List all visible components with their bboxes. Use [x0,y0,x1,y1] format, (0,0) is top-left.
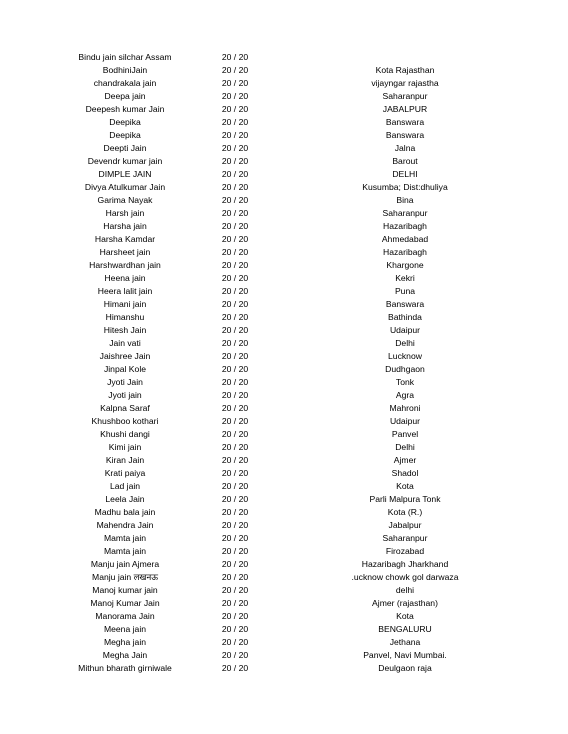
score-value: 20 / 20 [221,91,249,101]
table-row [0,181,568,194]
participant-name: Kimi jain [108,442,142,452]
table-row [0,142,568,155]
score-value: 20 / 20 [221,338,249,348]
table-row [0,324,568,337]
participant-city: Shadol [391,468,419,478]
table-row [0,103,568,116]
participant-name: Harsha jain [103,221,147,231]
participant-name: Mamta jain [103,533,147,543]
participant-city: Kota [396,481,414,491]
table-row [0,636,568,649]
participant-city: Delhi [395,338,415,348]
table-row [0,493,568,506]
participant-city: Udaipur [389,325,421,335]
participant-city: Kekri [395,273,415,283]
participant-city: Udaipur [389,416,421,426]
score-value: 20 / 20 [221,247,249,257]
score-value: 20 / 20 [221,195,249,205]
participant-name: BodhiniJain [102,65,148,75]
score-value: 20 / 20 [221,377,249,387]
participant-city: Kota (R.) [387,507,423,517]
participant-name: Devendr kumar jain [87,156,163,166]
participant-city: Firozabad [385,546,425,556]
participant-city: Bathinda [388,312,422,322]
participant-name: Megha jain [103,637,147,647]
table-row [0,272,568,285]
score-value: 20 / 20 [221,624,249,634]
score-value: 20 / 20 [221,143,249,153]
score-value: 20 / 20 [221,520,249,530]
table-row [0,428,568,441]
participant-name: Heera lalit jain [97,286,153,296]
participant-city: Khargone [386,260,424,270]
participant-name: Deepesh kumar Jain [85,104,165,114]
participant-city: .ucknow chowk gol darwaza [351,572,459,582]
score-value: 20 / 20 [221,104,249,114]
participant-name: Garima Nayak [97,195,153,205]
score-value: 20 / 20 [221,663,249,673]
score-value: 20 / 20 [221,117,249,127]
participant-name: DIMPLE JAIN [98,169,152,179]
table-row [0,454,568,467]
table-row [0,519,568,532]
score-value: 20 / 20 [221,312,249,322]
score-value: 20 / 20 [221,260,249,270]
score-value: 20 / 20 [221,65,249,75]
score-value: 20 / 20 [221,559,249,569]
participant-name: Harshwardhan jain [89,260,161,270]
participant-name: Leela Jain [105,494,145,504]
score-value: 20 / 20 [221,299,249,309]
participant-name: Khushi dangi [100,429,150,439]
table-row [0,506,568,519]
participant-city: Banswara [385,299,425,309]
table-row [0,129,568,142]
table-row [0,545,568,558]
participant-name: Madhu bala jain [94,507,156,517]
participant-name: Khushboo kothari [91,416,159,426]
participant-city: delhi [395,585,415,595]
participant-city: Dudhgaon [385,364,425,374]
participant-name: Megha Jain [102,650,148,660]
table-row [0,480,568,493]
participant-name: Jaishree Jain [99,351,151,361]
score-value: 20 / 20 [221,637,249,647]
participant-name: Harsha Kamdar [94,234,156,244]
table-row [0,610,568,623]
table-row [0,116,568,129]
participant-name: Manju jain Ajmera [90,559,160,569]
participant-city: Saharanpur [382,208,428,218]
participant-city: Hazaribagh [383,247,427,257]
participant-city: Kota Rajasthan [375,65,435,75]
table-row [0,662,568,675]
table-row [0,415,568,428]
score-value: 20 / 20 [221,507,249,517]
score-value: 20 / 20 [221,390,249,400]
participant-city: Lucknow [388,351,422,361]
score-value: 20 / 20 [221,351,249,361]
participant-city: Bina [396,195,414,205]
participant-city: Ajmer (rajasthan) [372,598,438,608]
score-value: 20 / 20 [221,494,249,504]
score-value: 20 / 20 [221,286,249,296]
score-value: 20 / 20 [221,429,249,439]
participant-name: Deepa jain [104,91,146,101]
table-row [0,376,568,389]
table-row [0,259,568,272]
table-row [0,337,568,350]
table-row [0,90,568,103]
participant-name: Mahendra Jain [96,520,154,530]
score-value: 20 / 20 [221,650,249,660]
score-value: 20 / 20 [221,481,249,491]
participant-name: Mamta jain [103,546,147,556]
table-row [0,77,568,90]
table-row [0,571,568,584]
participant-city: Panvel [391,429,419,439]
participant-name: Himani jain [103,299,147,309]
participant-name: Krati paiya [104,468,146,478]
participant-city: Kota [396,611,414,621]
participant-city: Hazaribagh [383,221,427,231]
participant-city: Tonk [395,377,415,387]
score-value: 20 / 20 [221,234,249,244]
score-value: 20 / 20 [221,273,249,283]
score-value: 20 / 20 [221,455,249,465]
table-row [0,168,568,181]
table-row [0,64,568,77]
results-table [0,51,568,675]
participant-city: vijayngar rajastha [371,78,439,88]
participant-name: Jyoti Jain [107,377,143,387]
score-value: 20 / 20 [221,468,249,478]
participant-name: Divya Atulkumar Jain [84,182,166,192]
participant-name: Manoj kumar jain [92,585,158,595]
participant-city: Ajmer [393,455,417,465]
participant-name: Lad jain [109,481,141,491]
score-value: 20 / 20 [221,442,249,452]
score-value: 20 / 20 [221,416,249,426]
participant-city: Mahroni [389,403,421,413]
table-row [0,51,568,64]
score-value: 20 / 20 [221,598,249,608]
participant-name: Kiran Jain [105,455,145,465]
participant-name: Manoj Kumar Jain [90,598,160,608]
table-row [0,584,568,597]
score-value: 20 / 20 [221,52,249,62]
score-value: 20 / 20 [221,156,249,166]
participant-city: Barout [392,156,418,166]
participant-city: Parli Malpura Tonk [369,494,441,504]
table-row [0,389,568,402]
table-row [0,532,568,545]
table-row [0,233,568,246]
table-row [0,155,568,168]
score-value: 20 / 20 [221,182,249,192]
table-row [0,207,568,220]
participant-city: Delhi [395,442,415,452]
participant-name: Hitesh Jain [103,325,147,335]
table-row [0,597,568,610]
participant-name: Deepti Jain [103,143,147,153]
participant-city: DELHI [392,169,418,179]
participant-city: JABALPUR [382,104,428,114]
table-row [0,311,568,324]
table-row [0,402,568,415]
score-value: 20 / 20 [221,169,249,179]
score-value: 20 / 20 [221,611,249,621]
participant-name: Meena jain [103,624,147,634]
participant-city [305,51,505,64]
participant-name: Mithun bharath girniwale [78,663,172,673]
score-value: 20 / 20 [221,364,249,374]
participant-city: Saharanpur [382,91,428,101]
table-row [0,441,568,454]
participant-name: Deepika [109,130,141,140]
participant-city: Saharanpur [382,533,428,543]
participant-city: Agra [395,390,415,400]
score-value: 20 / 20 [221,130,249,140]
table-row [0,220,568,233]
participant-city: Banswara [385,117,425,127]
participant-name: Jyoti jain [108,390,142,400]
table-row [0,558,568,571]
participant-city: Banswara [385,130,425,140]
table-row [0,467,568,480]
table-row [0,194,568,207]
participant-city: Jabalpur [388,520,422,530]
participant-name: chandrakala jain [93,78,157,88]
participant-name: Bindu jain silchar Assam [78,52,172,62]
participant-city: Kusumba; Dist:dhuliya [362,182,448,192]
score-value: 20 / 20 [221,221,249,231]
table-row [0,246,568,259]
participant-city: Ahmedabad [381,234,429,244]
participant-name: Deepika [109,117,141,127]
participant-city: Jethana [389,637,421,647]
participant-city: BENGALURU [378,624,432,634]
table-row [0,350,568,363]
participant-city: Hazaribagh Jharkhand [361,559,449,569]
table-row [0,623,568,636]
participant-name: Kalpna Saraf [100,403,150,413]
participant-name: Harsheet jain [99,247,151,257]
score-value: 20 / 20 [221,78,249,88]
participant-name: Manju jain लखनऊ [92,572,158,582]
participant-city: Panvel, Navi Mumbai. [363,650,447,660]
score-value: 20 / 20 [221,208,249,218]
score-value: 20 / 20 [221,572,249,582]
table-row [0,285,568,298]
score-value: 20 / 20 [221,546,249,556]
score-value: 20 / 20 [221,585,249,595]
score-value: 20 / 20 [221,533,249,543]
score-value: 20 / 20 [221,325,249,335]
participant-name: Heena jain [104,273,146,283]
score-value: 20 / 20 [221,403,249,413]
participant-name: Jinpal Kole [103,364,147,374]
table-row [0,298,568,311]
participant-city: Jalna [394,143,416,153]
participant-name: Harsh jain [105,208,145,218]
participant-city: Puna [394,286,416,296]
participant-name: Himanshu [105,312,145,322]
participant-city: Deulgaon raja [378,663,432,673]
participant-name: Jain vati [109,338,141,348]
table-row [0,649,568,662]
participant-name: Manorama Jain [95,611,155,621]
table-row [0,363,568,376]
